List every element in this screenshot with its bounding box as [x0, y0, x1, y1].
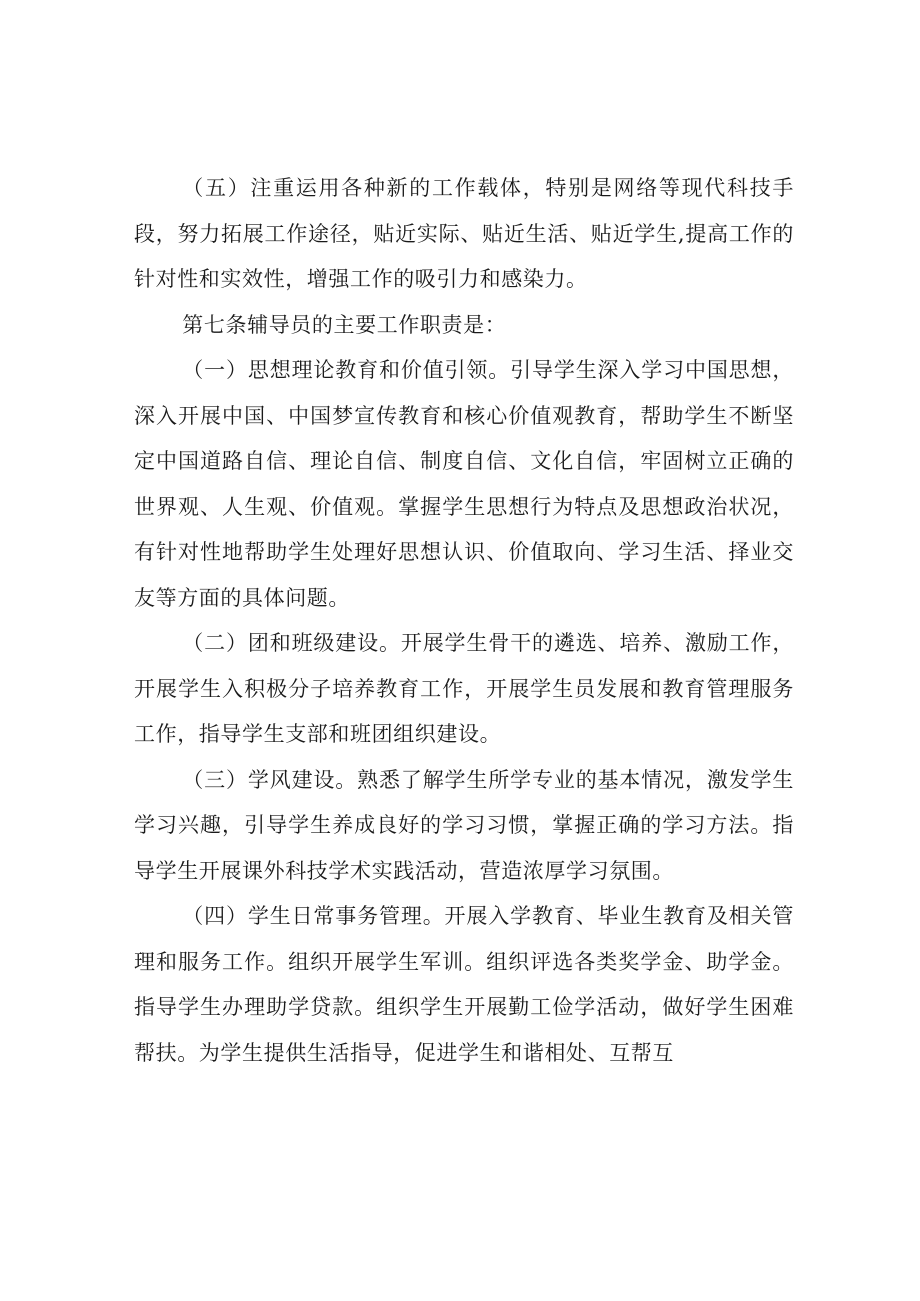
paragraph-item-1-ideology: （一）思想理论教育和价值引领。引导学生深入学习中国思想，深入开展中国、中国梦宣传教育和核心价值观教育，帮助学生不断坚定中国道路自信、理论自信、制度自信、文化自信，牢固树立正确的世界观、人生观、价值观。掌握学生思想行为特点及思想政治状况，有针对性地帮助学生处理好思想认识、价值取向、学习生活、择业交友等方面的具体问题。	[134, 358, 794, 610]
document-body	[134, 166, 794, 1076]
paragraph-item-4-daily-affairs: （四）学生日常事务管理。开展入学教育、毕业生教育及相关管理和服务工作。组织开展学生军训。组织评选各类奖学金、助学金。指导学生办理助学贷款。组织学生开展勤工俭学活动，做好学生困难帮扶。为学生提供生活指导，促进学生和谐相处、互帮互	[134, 904, 794, 1065]
paragraph-item-3-study-style: （三）学风建设。熟悉了解学生所学专业的基本情况，激发学生学习兴趣，引导学生养成良好的学习习惯，掌握正确的学习方法。指导学生开展课外科技学术实践活动，营造浓厚学习氛围。	[134, 767, 794, 883]
paragraph-item-5-carriers: （五）注重运用各种新的工作载体，特别是网络等现代科技手段，努力拓展工作途径，贴近实际、贴近生活、贴近学生,提高工作的针对性和实效性，增强工作的吸引力和感染力。	[134, 176, 794, 291]
article-7-heading: 第七条辅导员的主要工作职责是：	[182, 312, 507, 337]
paragraph-item-2-class-building: （二）团和班级建设。开展学生骨干的遴选、培养、激励工作，开展学生入积极分子培养教育工作，开展学生员发展和教育管理服务工作，指导学生支部和班团组织建设。	[134, 631, 794, 746]
